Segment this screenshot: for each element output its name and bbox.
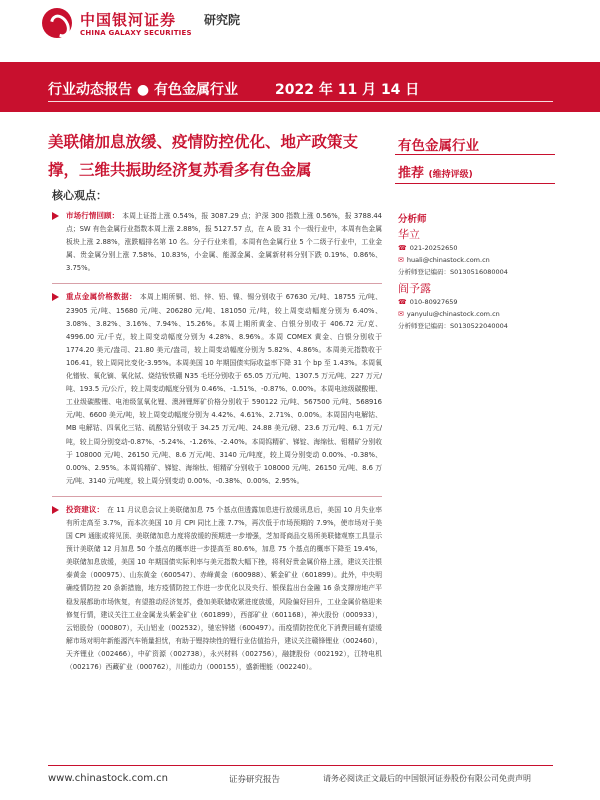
analyst-cert: 分析师登记编码：S0130516080004 — [398, 268, 508, 276]
report-title: 美联储加息放缓、疫情防控优化、地产政策支撑，三维共振助经济复苏看多有色金属 — [48, 133, 359, 179]
analyst-label: 分析师 — [398, 214, 427, 225]
analyst-phone: ☎ 010-80927659 — [398, 298, 458, 306]
bullet-icon — [52, 293, 59, 301]
banner-divider — [48, 101, 553, 102]
logo-name-en: CHINA GALAXY SECURITIES — [80, 29, 192, 37]
section-heading: 市场行情回顾： — [66, 211, 120, 220]
analyst-email[interactable]: ✉ huali@chinastock.com.cn — [398, 256, 490, 264]
rating-note: (维持评级) — [428, 170, 473, 180]
section-heading: 重点金属价格数据： — [66, 292, 137, 302]
logo-icon — [42, 8, 72, 38]
analyst-name: 阎予露 — [398, 282, 431, 295]
section-divider — [52, 283, 382, 284]
report-body — [52, 209, 382, 682]
analyst-email[interactable]: ✉ yanyulu@chinastock.com.cn — [398, 310, 500, 318]
footer-website-link[interactable]: www.chinastock.com.cn — [48, 773, 168, 784]
analyst-phone: ☎ 021-20252650 — [398, 244, 458, 252]
section-text: 本周上证指上涨 0.54%，报 3087.29 点；沪深 300 指数上涨 0.56%，报 3788.44 点；SW 有色金属行业指数本周上涨 2.88%，报 5127.57 点，在 A 股 31 个一级行业中，本周有色金属板块上涨 2.88%，涨跌幅排名第 10 名。分子行业来看，本周有色金属行业 5 个二级子行业中，工业金属、贵金属分别上涨 7.58%、10.83%，小金属、能源金属、金属新材料分别下跌 0.19%、0.86%、3.75%。 — [66, 212, 383, 273]
section-divider — [52, 496, 382, 497]
section-text: 本周上期所铜、铝、锌、铅、镍、锡分别收于 67630 元/吨、18755 元/吨、23905 元/吨、15680 元/吨、206280 元/吨、181050 元/吨，较上周变动幅度分别为 6.40%、3.08%、3.82%、3.16%、7.94%、15.26%。本周上期所黄金、白银分别收于 406.72 元/克、4996.00 元/千克，较上周变动幅度分别为 4.28%、8.96%。本周 COMEX 黄金、白银分别收于 1774.20 美元/盎司、21.80 美元/盎司，较上周变动幅度分别为 5.82%、4.86%。本周美元指数收于 106.41，较上周同比变化-3.95%。本周美国 10 年期国债实际收益率下降 31 个 bp 至 1.43%。本周氧化镨钕、氧化镝、氧化铽、烧结钕铁硼 N35 毛坯分别收于 65.05 万元/吨、1307.5 万元/吨、227 万元/吨、193.5 元/公斤，较上周变动幅度分别为 0.46%、-1.51%、-0.87%、0.00%。本周电池级碳酸锂、工业级碳酸锂、电池级氢氧化锂、澳洲锂辉矿价格分别收于 590122 元/吨、567500 元/吨、568916 元/吨、6600 美元/吨，较上周变动幅度分别为 4.42%、4.61%、2.71%、0.00%。本周国内电解钴、MB 电解钴、四氧化三钴、硫酸钴分别收于 34.25 万元/吨、24.88 美元/磅、23.6 万元/吨、6.1 万元/吨，较上周分别变动-0.87%、-5.24%、-1.26%、-2.40%。本周钨精矿、锑锭、海绵钛、钼精矿分别收于 108000 元/吨、26150 元/吨、8.6 万元/吨、3140 元/吨度，较上周分别变动 0.00%、-0.38%、0.00%、2.95%。本周钨精矿、锑锭、海绵钛、钼精矿分别收于 108000 元/吨、26150 元/吨、8.6 万元/吨、3140 元/吨度，较上周分别变动 0.00%、-0.38%、0.00%、2.95%。 — [66, 293, 382, 485]
report-date: 2022 年 11 月 14 日 — [275, 82, 420, 98]
sidebar-divider — [395, 183, 555, 184]
sector-name: 有色金属行业 — [398, 138, 479, 154]
footer-divider — [48, 765, 553, 766]
analyst-card — [398, 280, 568, 332]
analyst-name: 华立 — [398, 228, 420, 241]
email-icon: ✉ — [398, 310, 404, 318]
section-investment-advice — [52, 503, 382, 674]
phone-icon: ☎ — [398, 244, 407, 252]
banner-industry: 有色金属行业 — [153, 82, 238, 98]
rating: 推荐 (维持评级) — [398, 166, 473, 181]
banner-report-type: 行业动态报告 ● 有色金属行业 — [48, 82, 238, 98]
bullet-icon — [52, 212, 59, 220]
email-icon: ✉ — [398, 256, 404, 264]
section-metal-prices — [52, 290, 382, 487]
section-text: 在 11 月议息会议上美联储加息 75 个基点但透露加息进行放缓讯息后，美国 10 月失业率有所走高至 3.7%，而本次美国 10 月 CPI 同比上涨 7.7%，再次低于市场预期的 7.9%，使市场对于美国 CPI 通胀或将见顶、美联储加息力度将放缓的预期进一步增强，芝加哥商品交易所美联储观察工具显示预计美联储 12 月加息 50 个基点的概率进一步提高至 80.6%，加息 75 个基点的概率下降至 19.4%，美联储加息放缓，美国 10 年期国债实际利率与美元指数大幅下挫，将利好贵金属价格上涨，建议关注银泰黄金（000975）、山东黄金（600547）、赤峰黄金（600988）、紫金矿业（601899）。此外，中央明确疫情防控 20 条新措施，地方疫情防控工作进一步优化以及央行、银保监出台金融 16 条支撑房地产平稳发展都助市场恢复，有望推动经济复苏，叠加美联储收紧进度放缓，风险偏好回升，工业金属价格迎来修复行情，建议关注工业金属龙头紫金矿业（601899），西部矿业（601168），神火股份（000933），云铝股份（000807），天山铝业（002532），驰宏锌锗（600497）。而疫情防控优化下消费回暖有望缓解市场对明年新能源汽车销量担忧，有助于锂持续性的锂行业估值抬升，建议关注赣锋锂业（002460），天齐锂业（002466），中矿资源（002738），永兴材料（002756），融捷股份（002192），江特电机（002176）西藏矿业（000762），川能动力（000155），盛新锂能（002240）。 — [66, 505, 382, 671]
analyst-cert: 分析师登记编码：S0130522040004 — [398, 322, 508, 330]
institute-label: 研究院 — [204, 13, 241, 27]
footer-disclaimer: 请务必阅读正文最后的中国银河证券股份有限公司免责声明 — [323, 774, 531, 783]
phone-icon: ☎ — [398, 298, 407, 306]
footer-report-label: 证券研究报告 — [229, 775, 281, 785]
core-viewpoints-label: 核心观点： — [52, 189, 107, 202]
bullet-icon — [52, 506, 59, 514]
logo-name-cn: 中国银河证券 — [80, 11, 177, 29]
sidebar-divider — [395, 154, 555, 155]
section-market-review — [52, 209, 382, 275]
section-heading: 投资建议： — [66, 504, 105, 514]
analyst-card — [398, 226, 568, 278]
